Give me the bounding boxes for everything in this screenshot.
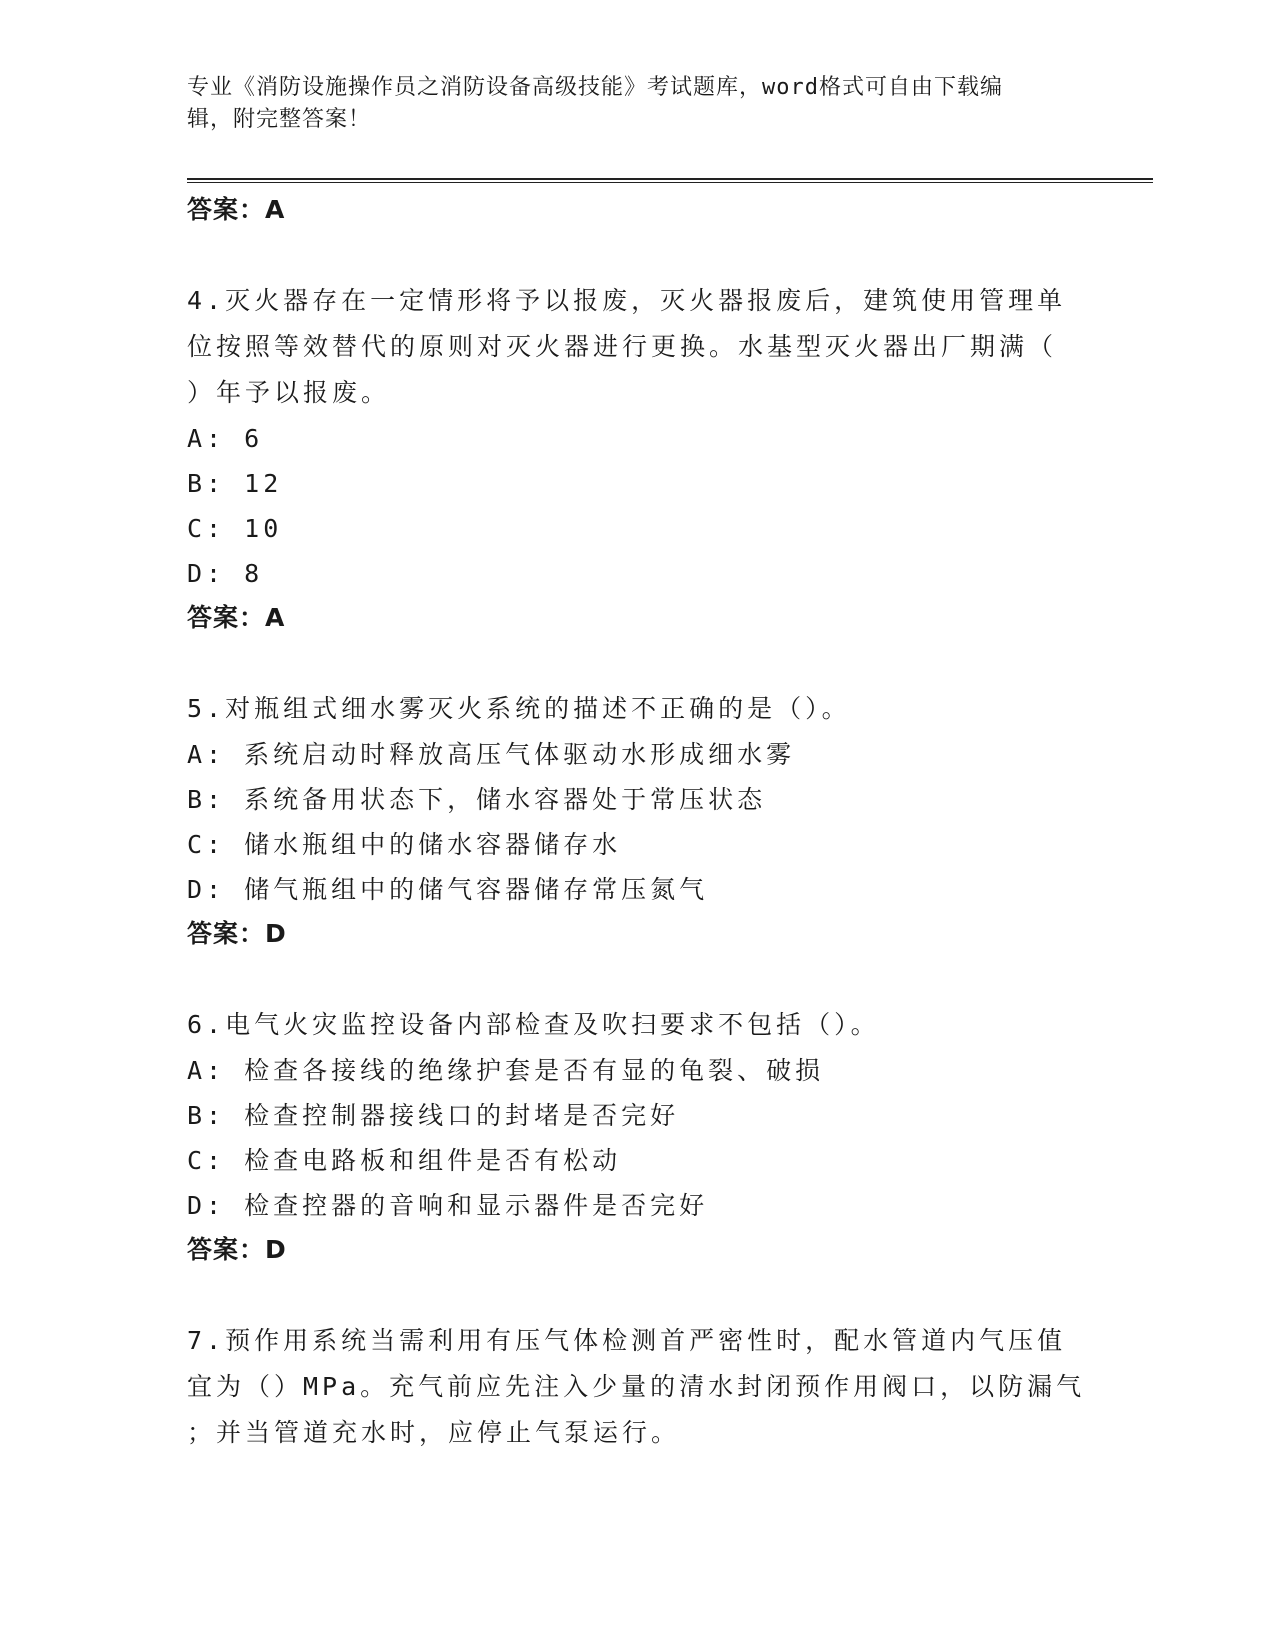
document-header: [187, 72, 1077, 136]
option-text: 系统备用状态下，储水容器处于常压状态: [244, 785, 767, 814]
question-4: [187, 278, 1087, 640]
question-5: [187, 686, 1087, 956]
stem-line: ；并当管道充水时，应停止气泵运行。: [187, 1418, 681, 1447]
option-text: 检查各接线的绝缘护套是否有显的龟裂、破损: [244, 1056, 825, 1085]
option-text: 检查控制器接线口的封堵是否完好: [244, 1101, 680, 1130]
option-text: 检查控器的音响和显示器件是否完好: [244, 1191, 709, 1220]
option-text: 储气瓶组中的储气容器储存常压氮气: [244, 875, 709, 904]
option-c: [187, 822, 1087, 867]
option-d: [187, 551, 1087, 596]
option-c: [187, 1138, 1087, 1183]
header-divider-thin: [187, 182, 1153, 183]
option-text: 检查电路板和组件是否有松动: [244, 1146, 622, 1175]
option-d: [187, 1183, 1087, 1228]
option-label: C:: [187, 1146, 226, 1175]
option-a: [187, 416, 1087, 461]
option-label: A:: [187, 424, 226, 453]
option-text: 储水瓶组中的储水容器储存水: [244, 830, 622, 859]
stem-line: 4.灭火器存在一定情形将予以报废，灭火器报废后，建筑使用管理单: [187, 286, 1067, 315]
option-text: 6: [244, 424, 264, 453]
question-6: [187, 1002, 1087, 1272]
option-label: A:: [187, 740, 226, 769]
option-label: C:: [187, 514, 226, 543]
option-label: B:: [187, 469, 226, 498]
answer: 答案：A: [187, 603, 286, 632]
option-label: B:: [187, 785, 226, 814]
option-b: [187, 461, 1087, 506]
stem-line: 宜为（）MPa。充气前应先注入少量的清水封闭预作用阀口，以防漏气: [187, 1372, 1086, 1401]
header-line-2: 辑，附完整答案！: [187, 107, 372, 132]
question-list: [187, 188, 1087, 1456]
stem-line: ）年予以报废。: [187, 378, 391, 407]
option-b: [187, 777, 1087, 822]
option-text: 系统启动时释放高压气体驱动水形成细水雾: [244, 740, 796, 769]
option-text: 8: [244, 559, 264, 588]
option-label: D:: [187, 875, 226, 904]
option-label: C:: [187, 830, 226, 859]
option-label: D:: [187, 559, 226, 588]
option-label: D:: [187, 1191, 226, 1220]
answer: 答案：D: [187, 1235, 287, 1264]
stem-line: 位按照等效替代的原则对灭火器进行更换。水基型灭火器出厂期满（: [187, 332, 1058, 361]
header-divider-thick: [187, 178, 1153, 180]
option-a: [187, 1048, 1087, 1093]
stem-line: 6.电气火灾监控设备内部检查及吹扫要求不包括（）。: [187, 1010, 880, 1039]
option-d: [187, 867, 1087, 912]
answer: 答案：D: [187, 919, 287, 948]
question-stem: [187, 686, 1087, 732]
option-text: 12: [244, 469, 283, 498]
option-b: [187, 1093, 1087, 1138]
question-stem: [187, 1002, 1087, 1048]
option-label: B:: [187, 1101, 226, 1130]
previous-answer: 答案：A: [187, 195, 286, 224]
question-stem: [187, 278, 1087, 416]
stem-line: 7.预作用系统当需利用有压气体检测首严密性时，配水管道内气压值: [187, 1326, 1067, 1355]
header-line-1: 专业《消防设施操作员之消防设备高级技能》考试题库，word格式可自由下载编: [187, 75, 1003, 100]
option-text: 10: [244, 514, 283, 543]
stem-line: 5.对瓶组式细水雾灭火系统的描述不正确的是（）。: [187, 694, 851, 723]
option-label: A:: [187, 1056, 226, 1085]
option-a: [187, 732, 1087, 777]
option-c: [187, 506, 1087, 551]
question-7: [187, 1318, 1087, 1456]
question-stem: [187, 1318, 1087, 1456]
